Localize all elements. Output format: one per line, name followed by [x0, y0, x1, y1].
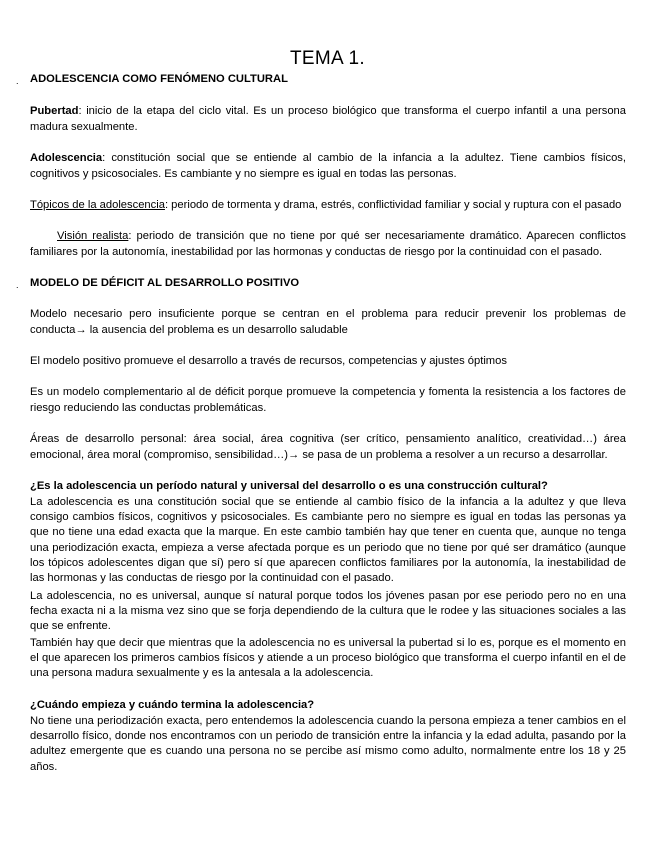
- paragraph-modelo-deficit: Modelo necesario pero insuficiente porque se centran en el problema para reducir prevenir los problemas de conducta→ la ausencia del problema es un desarrollo saludable: [30, 308, 626, 336]
- paragraph-modelo-positivo: El modelo positivo promueve el desarrollo a través de recursos, competencias y ajustes óptimos: [30, 355, 507, 367]
- section-heading-cultural: ADOLESCENCIA COMO FENÓMENO CULTURAL: [30, 73, 288, 85]
- page-title: TEMA 1.: [290, 48, 365, 69]
- answer-paragraph-2: La adolescencia, no es universal, aunque sí natural porque todos los jóvenes pasan por ese periodo pero no en una fecha exacta ni a la misma vez sino que se forja dependiendo de la cultura que le rodee y las situaciones sociales a las que se enfrente.: [30, 590, 626, 633]
- term-vision-realista: Visión realista: [57, 230, 129, 242]
- paragraph-vision-realista: [30, 229, 626, 260]
- answer-paragraph-1: La adolescencia es una constitución social que se entiende al cambio físico de la infancia a la adultez y que lleva consigo cambios físicos, cognitivos y psicosociales. Es cambiante pero no siempre es igual en todas las personas ya que no tiene una edad exacta que la marque. En este cambio también hay que tener en cuenta que, aunque no tenga una periodización exacta, empieza a verse afectada porque es un periodo que no tiene por qué ser dramático (aunque los tópicos adolescentes digan que sí) pero sí que aparecen conflictos familiares por la autonomía, la inestabilidad de las hormonas y las conductas de riesgo por la continuidad con el pasado.: [30, 496, 626, 585]
- answer-paragraph-cuando: No tiene una periodización exacta, pero entendemos la adolescencia cuando la persona empieza a tener cambios en el desarrollo físico, donde nos encontramos con un periodo de transición entre la infancia y la edad adulta, pasando por la adultez emergente que es cuando una persona no se percibe así mismo como adulto, normalmente entre los 18 y 25 años.: [30, 715, 626, 773]
- answer-paragraph-3: También hay que decir que mientras que la adolescencia no es universal la pubertad si lo es, porque es el momento en el que aparecen los primeros cambios físicos y atiende a un proceso biológico que transforma el cuerpo infantil en el de una persona madura sexualmente y es la antesala a la adolescencia.: [30, 637, 626, 680]
- topicos-definition: : periodo de tormenta y drama, estrés, conflictividad familiar y social y ruptura con el pasado: [164, 199, 622, 211]
- term-pubertad: Pubertad: [30, 105, 79, 117]
- adolescencia-definition: : constitución social que se entiende al cambio de la infancia a la adultez. Tiene cambios físicos, cognitivos y psicosociales. Es cambiante y no siempre es igual en todas las personas.: [30, 152, 626, 180]
- paragraph-modelo-complementario: Es un modelo complementario al de déficit porque promueve la competencia y fomenta la resistencia a los factores de riesgo reduciendo las conductas problemáticas.: [30, 386, 626, 414]
- paragraph-adolescencia: [30, 151, 626, 182]
- section-heading-modelo: MODELO DE DÉFICIT AL DESARROLLO POSITIVO: [30, 277, 300, 289]
- question-heading-cuando: ¿Cuándo empieza y cuándo termina la adolescencia?: [30, 699, 315, 711]
- paragraph-areas-desarrollo: Áreas de desarrollo personal: área social, área cognitiva (ser crítico, pensamiento analítico, creatividad…) área emocional, área moral (compromiso, sensibilidad…)→ se pasa de un problema a resolver a un recurso a desarrollar.: [30, 433, 626, 461]
- paragraph-pubertad: [30, 104, 626, 135]
- bullet-marker: .: [16, 280, 19, 290]
- question-heading-natural-cultural: ¿Es la adolescencia un período natural y universal del desarrollo o es una construcción cultural?: [30, 480, 548, 492]
- pubertad-definition: : inicio de la etapa del ciclo vital. Es un proceso biológico que transforma el cuerpo infantil a una persona madura sexualmente.: [30, 105, 626, 133]
- vision-realista-definition: : periodo de transición que no tiene por qué ser necesariamente dramático. Aparecen conflictos familiares por la autonomía, inestabilidad por las hormonas y conductas de riesgo por la continuidad con el pasado.: [30, 230, 626, 258]
- term-adolescencia: Adolescencia: [30, 152, 103, 164]
- bullet-marker: .: [16, 76, 19, 86]
- paragraph-topicos: [30, 198, 626, 214]
- term-topicos: Tópicos de la adolescencia: [30, 199, 165, 211]
